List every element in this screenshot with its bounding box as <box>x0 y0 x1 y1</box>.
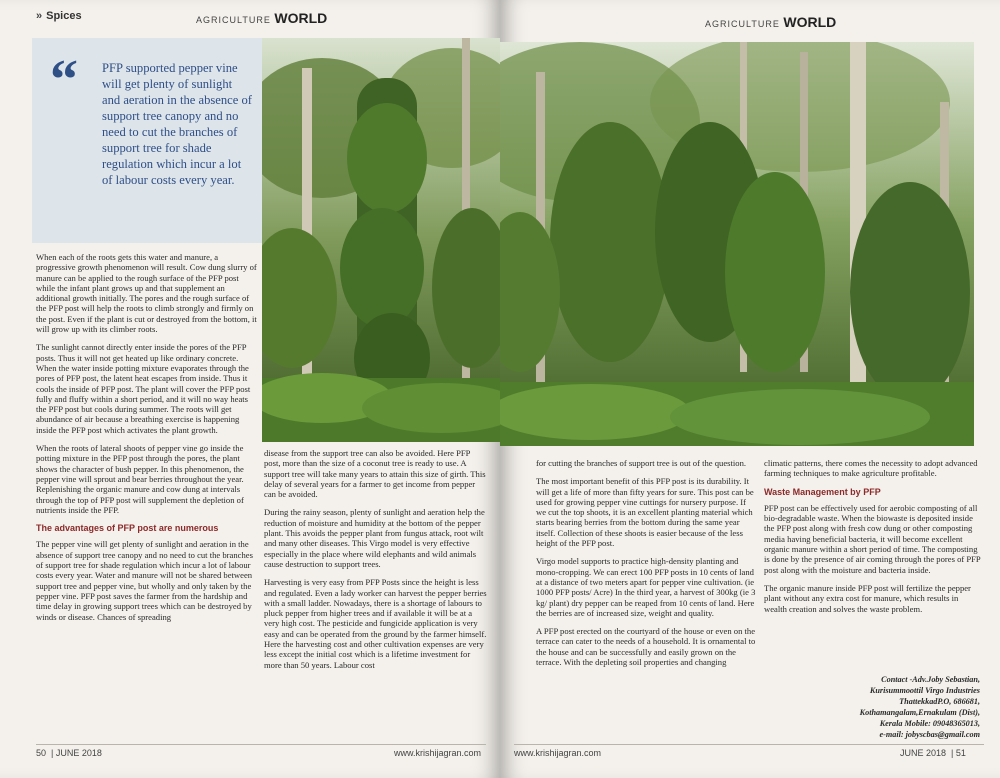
pull-quote-text: PFP supported pepper vine will get plenty of sunlight and aeration in the absence of support tree canopy and no need to cut the branches of support tree for shade regulation which incur a lot of labour costs every year. <box>102 61 253 187</box>
website-link: www.krishijagran.com <box>394 748 482 758</box>
paragraph: The sunlight cannot directly enter inside the pores of the PFP posts. Thus it will not get heated up like ordinary concrete. When the water inside potting mixture evaporates through the pores of PFP post, the latent heat escapes from inside. Thus it cools the inside of PFP post. The plant will cover the PFP post fully and fluffy within a short period, and it will no way heats the PFP post but cools during summer. The roots will get abundance of air because a breathing exercise is happening inside the PFP post which activates the plant growth. <box>36 342 251 435</box>
contact-block <box>840 674 980 740</box>
pepper-vine-photo-left <box>262 38 500 442</box>
section-tag <box>36 10 82 22</box>
header-brand: WORLD <box>274 10 328 26</box>
contact-line: Kothamangalam,Ernakulam (Dist), <box>859 708 980 717</box>
left-column-2 <box>264 448 488 678</box>
paragraph: disease from the support tree can also be avoided. Here PFP post, more than the size of a coconut tree is ready to use. A support tree will take many years to attain this size of girth. This delay of several years for a farmer to get income from pepper can be avoided. <box>264 448 486 500</box>
paragraph: The pepper vine will get plenty of sunlight and aeration in the absence of support tree canopy and no need to cut the branches of support tree for shade regulation which incur a lot of labour costs every year. Water and manure will not be shared between support tree and pepper vine, but wholly and only taken by the pepper vine. PFP post saves the farmer from the hardship and time delay in growing support trees which can be destroyed by winds or disease. Chances of spreading <box>36 539 253 622</box>
right-column-2 <box>764 458 982 622</box>
advantages-subhead: The advantages of PFP post are numerous <box>36 523 219 534</box>
double-chevron-icon: » <box>36 10 43 22</box>
contact-line: Contact -Adv.Joby Sebastian, <box>881 675 980 684</box>
forest-illustration-left <box>262 38 500 442</box>
footer-rule <box>36 744 486 745</box>
quote-mark-icon: “ <box>50 49 78 111</box>
issue-date: JUNE 2018 <box>900 748 947 758</box>
contact-line: Kurisummoottil Virgo Industries <box>869 686 980 695</box>
paragraph: climatic patterns, there comes the necessity to adopt advanced farming techniques to make agriculture profitable. <box>764 458 978 479</box>
paragraph: Virgo model supports to practice high-density planting and mono-cropping. We can erect 100 PFP posts in 10 cents of land at a distance of two meters apart for pepper vine cultivation. (ie 1000 PFP posts/ Acre) In the third year, a harvest of 300kg (ie 3 kg/ plant) dry pepper can be reaped from 10 cents of land. Here the berries are of increased size, weight and quality. <box>536 556 756 618</box>
left-column-1 <box>36 252 258 630</box>
pull-quote <box>32 38 262 243</box>
website-link: www.krishijagran.com <box>514 748 602 758</box>
left-footer: 50 | JUNE 2018 <box>36 748 102 758</box>
page-number: 51 <box>955 748 966 758</box>
paragraph: The organic manure inside PFP post will fertilize the pepper plant without any extra cost for manure, which results in wealth creation and solves the waste problem. <box>764 582 971 614</box>
header-prefix: AGRICULTURE <box>705 19 780 29</box>
left-page-header <box>196 10 327 26</box>
waste-management-subhead: Waste Management by PFP <box>764 486 881 497</box>
right-page-header <box>705 14 836 30</box>
footer-rule <box>514 744 984 745</box>
page-number: 50 <box>36 748 47 758</box>
paragraph: Harvesting is very easy from PFP Posts since the height is less and regulated. Even a lady worker can harvest the pepper berries with a small ladder. Nowadays, there is a shortage of labours to pluck pepper from higher trees and if available it will be at a very high cost. The pesticide and fungicide application is very easy and can be operated from the ground by the farmer himself. Here the harvesting cost and other cultivation expenses are very less except the initial cost which is a lifetime investment for more than 50 years. Labour cost <box>264 577 487 670</box>
paragraph: The most important benefit of this PFP post is its durability. It will get a life of more than fifty years for sure. This post can be used for growing pepper vine cuttings for nursery purpose. If we cut the top shoots, it is an excellent planting material which starts bearing berries from the bottom during the same year itself. Collection of these shoots is easier because of the less height of the PFP post. <box>536 476 754 549</box>
pepper-vine-photo-right <box>500 42 974 446</box>
right-column-1 <box>536 458 758 675</box>
forest-illustration-right <box>500 42 974 446</box>
paragraph: A PFP post erected on the courtyard of the house or even on the terrace can cater to the needs of a household. It is ornamental to the house and can be successfully and easily grown on the terrace. With the depleting soil properties and changing <box>536 626 756 668</box>
contact-email: e-mail: jobyscbas@gmail.com <box>879 730 980 739</box>
contact-line: ThattekkadP.O, 686681, <box>899 697 980 706</box>
paragraph: When each of the roots gets this water and manure, a progressive growth phenomenon will result. Cow dung slurry of manure can be applied to the rough surface of the PFP post while the infant plant grows up and that supplement an additional growth initially. The pores and the rough surface of the PFP post will help the roots to climb strongly and firmly on the post. Even if the plant is cut or destroyed from the bottom, it will grow up with its climber roots. <box>36 252 257 335</box>
header-prefix: AGRICULTURE <box>196 15 271 25</box>
right-page <box>500 0 1000 778</box>
section-label: Spices <box>46 10 82 22</box>
right-footer: JUNE 2018 | 51 <box>900 748 966 758</box>
issue-date: JUNE 2018 <box>55 748 102 758</box>
paragraph: During the rainy season, plenty of sunlight and aeration help the reduction of moisture and humidity at the bottom of the pepper plant. This avoids the pepper plant from fungus attack, root wilt and many other diseases. This Virgo model is very effective especially in the place where wild elephants and wild animals cause destruction to support trees. <box>264 507 485 569</box>
paragraph: for cutting the branches of support tree is out of the question. <box>536 458 747 468</box>
paragraph: When the roots of lateral shoots of pepper vine go inside the potting mixture in the PFP post through the pores, the plant shows the character of bush pepper. In this phenomenon, the pepper vine will sprout and bear berries throughout the year. Replenishing the organic manure and cow dung at intervals through the top of PFP post will supplement the depletion of nutrients inside the PFP. <box>36 443 244 515</box>
right-footer-url <box>514 748 601 758</box>
left-footer-url <box>394 748 481 758</box>
contact-line: Kerala Mobile: 09048365013, <box>879 719 980 728</box>
paragraph: PFP post can be effectively used for aerobic composting of all bio-degradable waste. When the biowaste is deposited inside the PFP post along with fresh cow dung or other composting media having beneficial bacteria, it will become excellent organic manure within a short period of time. The composting is done by the presence of air coming through the pores of PFP post along with the moisture and bacteria inside. <box>764 502 981 575</box>
header-brand: WORLD <box>783 14 837 30</box>
